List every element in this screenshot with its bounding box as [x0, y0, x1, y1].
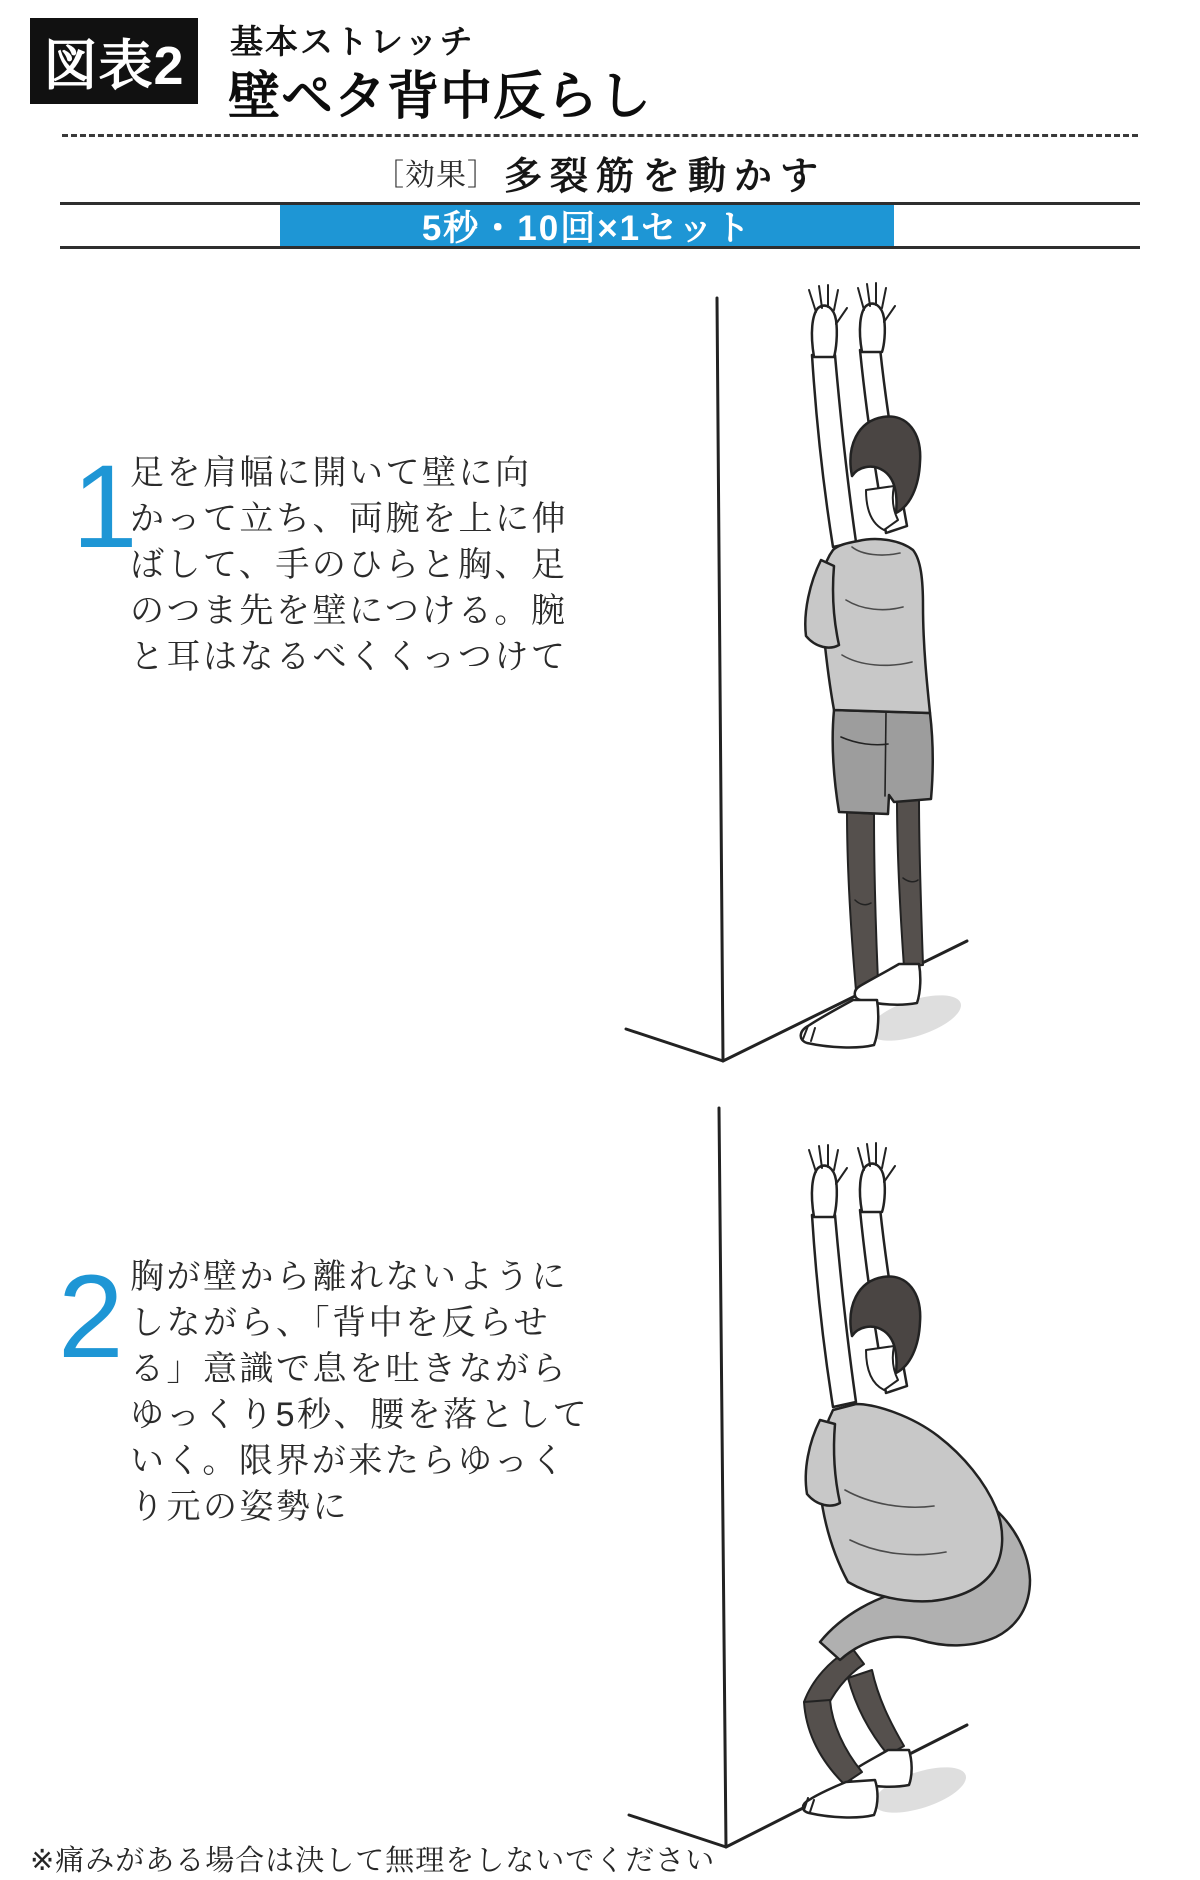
- effect-row: [60, 146, 1140, 198]
- step-2-line: しながら、「背中を反らせ: [130, 1304, 550, 1342]
- illustration-step-1-standing-wall-stretch: [600, 250, 1140, 1080]
- divider-below-banner: [60, 246, 1140, 249]
- step-2-line: ゆっくり5秒、腰を落として: [130, 1396, 590, 1434]
- torso-shirt: [821, 539, 930, 713]
- step-2-line: る」意識で息を吐きながら: [130, 1350, 568, 1388]
- step-2-line: り元の姿勢に: [130, 1488, 349, 1526]
- step-1-line: と耳はなるべくくっつけて: [130, 638, 568, 676]
- step-1-line: かって立ち、両腕を上に伸: [130, 500, 568, 538]
- effect-label: ［効果］: [373, 159, 498, 192]
- step-1-line: ばして、手のひらと胸、足: [130, 546, 568, 584]
- page-title: 壁ペタ背中反らし: [228, 68, 653, 126]
- step-1-text: [130, 450, 568, 680]
- dose-banner: [280, 205, 894, 247]
- category-subtitle: 基本ストレッチ: [230, 23, 475, 60]
- step-2-text: [130, 1254, 590, 1530]
- figure-tag: [30, 18, 198, 104]
- caution-footnote: ※痛みがある場合は決して無理をしないでください: [30, 1845, 716, 1877]
- step-2-number: 2: [58, 1251, 124, 1383]
- torso-shirt: [819, 1404, 1002, 1601]
- dose-banner-text: 5秒・10回×1セット: [421, 209, 753, 248]
- step-1-number: 1: [72, 441, 138, 573]
- dashed-divider: [62, 134, 1138, 137]
- step-2-line: 胸が壁から離れないように: [130, 1258, 568, 1296]
- figure-tag-label: 図表2: [43, 35, 185, 96]
- wall-edge-line: [717, 298, 723, 1061]
- wall-edge-line: [719, 1108, 726, 1847]
- illustration-step-2-squat-wall-stretch: [600, 1095, 1140, 1880]
- step-1-line: のつま先を壁につける。腕: [130, 592, 568, 630]
- step-1-line: 足を肩幅に開いて壁に向: [130, 454, 532, 492]
- step-2-line: いく。限界が来たらゆっく: [130, 1442, 567, 1480]
- effect-text: 多裂筋を動かす: [503, 155, 826, 198]
